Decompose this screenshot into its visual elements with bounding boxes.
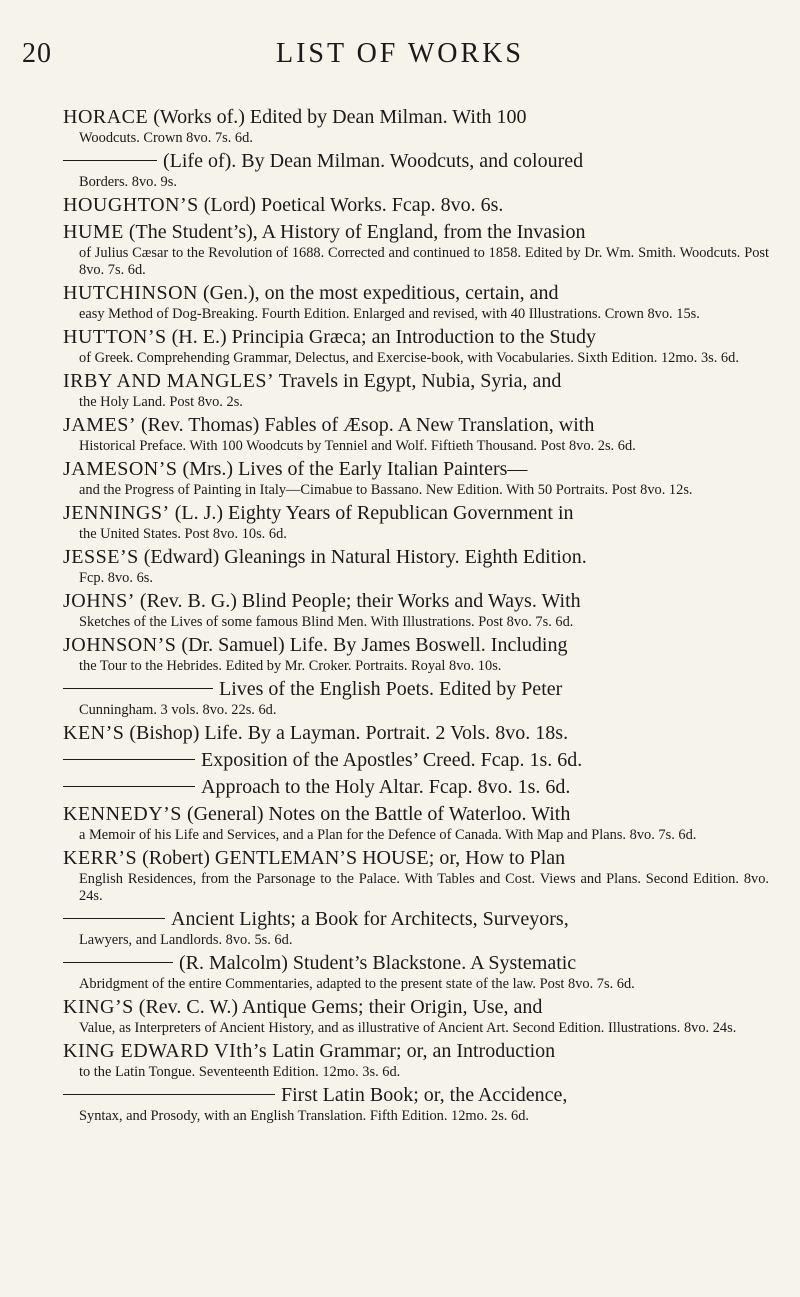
entry-author: KENNEDY’S <box>63 803 182 825</box>
entry-title-line <box>63 588 769 614</box>
ditto-rule <box>63 786 195 787</box>
entry-title: (Edward) Gleanings in Natural History. Eighth Edition. <box>138 546 587 568</box>
entry-details: Lawyers, and Landlords. 8vo. 5s. 6d. <box>79 932 293 948</box>
entry-title-line <box>63 219 769 245</box>
list-item <box>63 104 769 147</box>
entry-title: (Bishop) Life. By a Layman. Portrait. 2 Vols. 8vo. 18s. <box>124 722 569 744</box>
entry-author: KERR’S <box>63 847 138 869</box>
entry-details: Historical Preface. With 100 Woodcuts by Tenniel and Wolf. Fiftieth Thousand. Post 8vo. 2s. 6d. <box>79 438 636 454</box>
list-item <box>63 368 769 411</box>
list-item <box>63 588 769 631</box>
entry-title-line <box>63 747 769 773</box>
entry-title-line <box>63 368 769 394</box>
entry-title: Exposition of the Apostles’ Creed. Fcap. 1s. 6d. <box>201 749 583 771</box>
list-item <box>63 906 769 949</box>
entry-title: (R. Malcolm) Student’s Blackstone. A Systematic <box>179 952 577 974</box>
entry-details: the Holy Land. Post 8vo. 2s. <box>79 394 243 410</box>
list-item <box>63 1082 769 1125</box>
ditto-rule <box>63 759 195 760</box>
entry-details: Fcp. 8vo. 6s. <box>79 570 153 586</box>
entry-author: JOHNS’ <box>63 590 135 612</box>
entry-author: KEN’S <box>63 722 125 744</box>
entry-title: (General) Notes on the Battle of Waterloo. With <box>181 803 571 825</box>
entry-title-line <box>63 676 769 702</box>
list-item <box>63 500 769 543</box>
entry-title-line <box>63 544 769 570</box>
page-number: 20 <box>22 38 52 69</box>
page-title: LIST OF WORKS <box>275 38 524 69</box>
entry-title: (Works of.) Edited by Dean Milman. With 100 <box>148 106 527 128</box>
entry-details: of Julius Cæsar to the Revolution of 1688. Corrected and continued to 1858. Edited by Dr. Wm. Smith. Woodcuts. Post 8vo. 7s. 6d. <box>79 245 769 278</box>
entry-title: (Robert) GENTLEMAN’S HOUSE; or, How to Plan <box>137 847 566 869</box>
entry-author: HUTCHINSON <box>63 282 198 304</box>
entry-title: (Rev. C. W.) Antique Gems; their Origin, Use, and <box>133 996 543 1018</box>
entry-details: to the Latin Tongue. Seventeenth Edition. 12mo. 3s. 6d. <box>79 1064 401 1080</box>
page-header <box>22 36 778 76</box>
entry-title: Travels in Egypt, Nubia, Syria, and <box>274 370 562 392</box>
entry-details: Cunningham. 3 vols. 8vo. 22s. 6d. <box>79 702 277 718</box>
entry-details: Abridgment of the entire Commentaries, adapted to the present state of the law. Post 8vo. 7s. 6d. <box>79 976 635 992</box>
list-item <box>63 720 769 746</box>
entry-title: Latin Grammar; or, an Introduction <box>267 1040 556 1062</box>
list-item <box>63 632 769 675</box>
ditto-rule <box>63 160 157 161</box>
entry-author: HOUGHTON’S <box>63 194 199 216</box>
entry-title: (Rev. Thomas) Fables of Æsop. A New Translation, with <box>136 414 595 436</box>
entry-author: HUME <box>63 221 124 243</box>
works-list <box>63 104 769 1126</box>
list-item <box>63 747 769 773</box>
entry-title: (L. J.) Eighty Years of Republican Government in <box>169 502 574 524</box>
entry-author: KING’S <box>63 996 134 1018</box>
entry-title: (Life of). By Dean Milman. Woodcuts, and coloured <box>163 150 584 172</box>
entry-author: JENNINGS’ <box>63 502 170 524</box>
entry-details: Value, as Interpreters of Ancient History, and as illustrative of Ancient Art. Second Edition. Illustrations. 8vo. 24s. <box>79 1020 737 1036</box>
entry-details: English Residences, from the Parsonage to the Palace. With Tables and Cost. Views and Plans. Second Edition. 8vo. 24s. <box>79 871 769 904</box>
entry-author: JAMESON’S <box>63 458 178 480</box>
entry-title-line <box>63 1082 769 1108</box>
list-item <box>63 994 769 1037</box>
entry-title-line <box>63 801 769 827</box>
entry-author: JAMES’ <box>63 414 137 436</box>
entry-author: JOHNSON’S <box>63 634 177 656</box>
entry-author: IRBY AND MANGLES’ <box>63 370 275 392</box>
entry-author: HORACE <box>63 106 149 128</box>
entry-title-line <box>63 1038 769 1064</box>
entry-title: (Rev. B. G.) Blind People; their Works and Ways. With <box>134 590 581 612</box>
entry-title-line <box>63 720 769 746</box>
entry-title: (H. E.) Principia Græca; an Introduction to the Study <box>166 326 596 348</box>
entry-details: Woodcuts. Crown 8vo. 7s. 6d. <box>79 130 253 146</box>
entry-details: Syntax, and Prosody, with an English Translation. Fifth Edition. 12mo. 2s. 6d. <box>79 1108 529 1124</box>
entry-details: easy Method of Dog-Breaking. Fourth Edition. Enlarged and revised, with 40 Illustrations. Crown 8vo. 15s. <box>79 306 700 322</box>
list-item <box>63 456 769 499</box>
list-item <box>63 324 769 367</box>
entry-title-line <box>63 192 769 218</box>
entry-title-line <box>63 104 769 130</box>
entry-title-line <box>63 994 769 1020</box>
entry-title: Ancient Lights; a Book for Architects, Surveyors, <box>171 908 569 930</box>
entry-title-line <box>63 632 769 658</box>
entry-title: (Dr. Samuel) Life. By James Boswell. Including <box>176 634 568 656</box>
entry-title: (Mrs.) Lives of the Early Italian Painters— <box>177 458 528 480</box>
list-item <box>63 280 769 323</box>
ditto-rule <box>63 688 213 689</box>
entry-details: Borders. 8vo. 9s. <box>79 174 177 190</box>
entry-details: the Tour to the Hebrides. Edited by Mr. Croker. Portraits. Royal 8vo. 10s. <box>79 658 502 674</box>
list-item <box>63 148 769 191</box>
entry-details: and the Progress of Painting in Italy—Cimabue to Bassano. New Edition. With 50 Portraits. Post 8vo. 12s. <box>79 482 693 498</box>
entry-title-line <box>63 845 769 871</box>
entry-title-line <box>63 280 769 306</box>
entry-author: JESSE’S <box>63 546 139 568</box>
entry-title: (Gen.), on the most expeditious, certain, and <box>198 282 559 304</box>
entry-title: Approach to the Holy Altar. Fcap. 8vo. 1s. 6d. <box>201 776 571 798</box>
entry-author: HUTTON’S <box>63 326 167 348</box>
entry-details: of Greek. Comprehending Grammar, Delectus, and Exercise-book, with Vocabularies. Sixth Edition. 12mo. 3s. 6d. <box>79 350 739 366</box>
list-item <box>63 219 769 279</box>
entry-details: Sketches of the Lives of some famous Blind Men. With Illustrations. Post 8vo. 7s. 6d. <box>79 614 574 630</box>
list-item <box>63 544 769 587</box>
entry-title-line <box>63 456 769 482</box>
entry-title: (The Student’s), A History of England, from the Invasion <box>123 221 586 243</box>
list-item <box>63 845 769 905</box>
entry-title-line <box>63 148 769 174</box>
entry-title: First Latin Book; or, the Accidence, <box>281 1084 568 1106</box>
entry-title-line <box>63 906 769 932</box>
entry-author: KING EDWARD VIth’s <box>63 1040 268 1062</box>
list-item <box>63 1038 769 1081</box>
ditto-rule <box>63 918 165 919</box>
entry-details: a Memoir of his Life and Services, and a Plan for the Defence of Canada. With Map and Plans. 8vo. 7s. 6d. <box>79 827 697 843</box>
list-item <box>63 801 769 844</box>
entry-title-line <box>63 774 769 800</box>
ditto-rule <box>63 1094 275 1095</box>
entry-details: the United States. Post 8vo. 10s. 6d. <box>79 526 287 542</box>
entry-title-line <box>63 950 769 976</box>
entry-title-line <box>63 412 769 438</box>
entry-title: (Lord) Poetical Works. Fcap. 8vo. 6s. <box>198 194 504 216</box>
entry-title-line <box>63 324 769 350</box>
entry-title: Lives of the English Poets. Edited by Peter <box>219 678 563 700</box>
list-item <box>63 412 769 455</box>
ditto-rule <box>63 962 173 963</box>
list-item <box>63 676 769 719</box>
list-item <box>63 192 769 218</box>
list-item <box>63 950 769 993</box>
entry-title-line <box>63 500 769 526</box>
list-item <box>63 774 769 800</box>
